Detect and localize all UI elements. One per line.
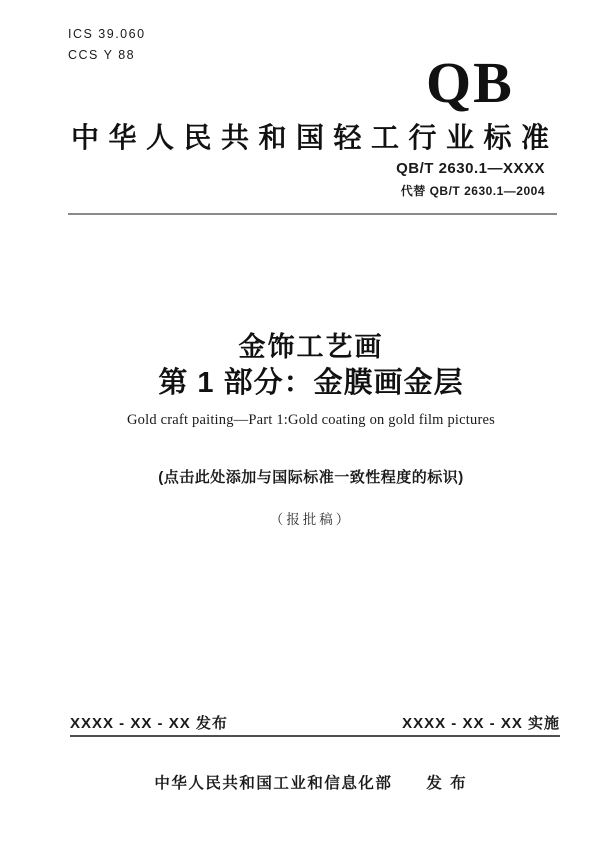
publish-label: 发 布 [426, 775, 468, 792]
implement-date: XXXX - XX - XX 实施 [402, 715, 560, 732]
draft-status: （报批稿） [269, 512, 353, 527]
footer-rule [70, 735, 560, 737]
standard-category-title: 中华人民共和国轻工行业标准 [71, 122, 559, 153]
publisher-name: 中华人民共和国工业和信息化部 [154, 775, 393, 792]
issue-date: XXXX - XX - XX 发布 [70, 715, 228, 732]
qb-logo: QB [426, 50, 514, 115]
title-cn-line1: 金饰工艺画 [238, 332, 384, 362]
consistency-placeholder[interactable]: (点击此处添加与国际标准一致性程度的标识) [158, 469, 464, 486]
standard-number-block [396, 160, 545, 199]
superseded-note: 代替 QB/T 2630.1—2004 [400, 184, 545, 198]
ics-code: ICS 39.060 [68, 27, 146, 41]
ccs-code: CCS Y 88 [68, 48, 136, 62]
classification-codes [68, 24, 146, 66]
title-english: Gold craft paiting—Part 1:Gold coating on gold film pictures [127, 412, 495, 428]
title-cn-line2: 第 1 部分：金膜画金层 [158, 367, 464, 399]
standard-number: QB/T 2630.1—XXXX [396, 160, 545, 177]
publisher-row [65, 771, 557, 793]
header-rule [68, 213, 557, 215]
dates-row [70, 712, 560, 733]
